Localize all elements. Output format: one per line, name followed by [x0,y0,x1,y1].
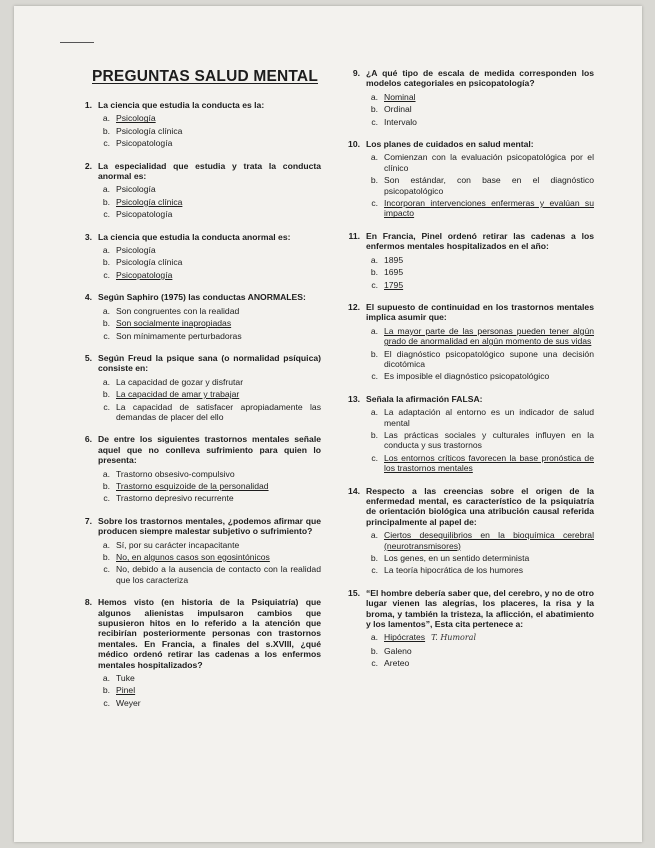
option-text: Trastorno obsesivo-compulsivo [116,468,235,479]
answer-option [98,257,321,267]
question-text: La ciencia que estudia la conducta anormal es: [98,231,291,242]
page-title: PREGUNTAS SALUD MENTAL [92,68,318,85]
question-9 [342,68,594,127]
option-text: La capacidad de satisfacer apropiadamente las demandas de placer del ello [116,401,321,422]
answer-option [366,565,594,575]
question-2 [74,161,321,220]
option-text: Psicopatología [116,138,173,149]
option-list [366,92,594,127]
question-text: La ciencia que estudia la conducta es la: [98,100,265,110]
answer-option [366,198,594,219]
question-14 [342,486,594,576]
option-text: Trastorno depresivo recurrente [116,493,234,504]
question-5 [74,353,321,422]
option-letter: a. [102,113,110,124]
right-column [342,68,594,681]
option-letter: a. [102,305,110,316]
option-text: Psicología [116,184,156,195]
question-4 [74,292,321,341]
answer-option [366,349,594,370]
question-stem [74,161,321,182]
question-stem [342,231,594,252]
option-letter: a. [370,530,378,541]
question-7 [74,516,321,585]
question-stem [342,68,594,89]
option-letter: b. [370,175,378,186]
option-text: No, debido a la ausencia de contacto con la realidad que los caracteriza [116,564,321,585]
question-stem [74,232,321,242]
option-text-underlined: Psicopatología [116,269,173,280]
question-text: Según Saphiro (1975) las conductas ANORMALES: [98,292,306,303]
right-question-list [342,68,594,669]
question-stem [74,597,321,670]
option-text-underlined: Psicología clínica [116,196,183,207]
option-letter: b. [370,104,378,115]
option-text-underlined: Ciertos desequilibrios en la bioquímica cerebral (neurotransmisores) [384,530,594,551]
answer-option [98,270,321,280]
option-letter: b. [370,348,378,359]
question-text: Sobre los trastornos mentales, ¿podemos afirmar que producen siempre malestar subjetivo o sufrimiento? [98,515,321,537]
option-text-underlined: La capacidad de amar y trabajar [116,389,240,400]
answer-option [98,209,321,219]
option-letter: c. [103,138,110,149]
question-number: 1. [84,100,92,110]
exam-sheet [14,6,642,842]
question-text: ¿A qué tipo de escala de medida corresponden los modelos categoriales en psicopatología? [366,68,594,89]
option-letter: a. [370,91,378,102]
option-letter: c. [371,452,378,463]
option-text: Weyer [116,697,141,708]
option-list [366,326,594,382]
question-number: 5. [84,352,92,363]
question-text: El supuesto de continuidad en los trastornos mentales implica asumir que: [366,301,594,323]
option-text-underlined: Incorporan intervenciones enfermeras y evalúan su impacto [384,198,594,219]
option-text: Psicopatología [116,209,173,220]
option-letter: b. [102,196,110,207]
option-text-underlined: Los entornos críticos favorecen la base pronóstica de los trastornos mentales [384,452,594,474]
option-letter: b. [102,480,110,491]
answer-option [366,553,594,563]
option-letter: a. [102,184,110,195]
answer-option [366,530,594,551]
option-text: La teoría hipocrática de los humores [384,565,524,576]
option-letter: a. [370,325,378,336]
option-text: Galeno [384,645,412,656]
option-letter: a. [370,152,378,163]
option-letter: a. [102,468,110,479]
option-text: Los genes, en un sentido determinista [384,553,530,564]
question-text: Hemos visto (en historia de la Psiquiatría) que algunos alienistas impulsaron cambios que supusieron hitos en lo referido a la atención que recibirían posteriormente personas con trastornos mentales. En Francia, a finales del s.XVIII, ¿qué médico ordenó retirar las cadenas a los enfermos mentales hospitalizados? [98,597,321,670]
question-number: 10. [348,139,360,150]
option-letter: b. [102,685,110,696]
answer-option [366,152,594,173]
option-letter: a. [370,407,378,418]
option-text: Son estándar, con base en el diagnóstico psicopatológico [384,175,594,196]
option-letter: c. [371,279,378,290]
answer-option [366,407,594,428]
question-text: Respecto a las creencias sobre el origen de la enfermedad mental, es característico de la psiquiatría de orientación biológica una atribución causal referida principalmente al papel de: [366,485,594,527]
answer-option [366,117,594,127]
option-list [98,673,321,708]
option-list [98,245,321,280]
option-text: Tuke [116,673,135,684]
option-letter: c. [371,371,378,382]
option-letter: c. [103,209,110,220]
option-list [98,306,321,341]
option-text: La adaptación al entorno es un indicador de salud mental [384,407,594,428]
option-text: Sí, por su carácter incapacitante [116,539,240,550]
answer-option [98,402,321,423]
answer-option [98,184,321,194]
option-letter: b. [370,429,378,440]
answer-option [366,453,594,474]
option-letter: a. [102,245,110,256]
answer-option [98,197,321,207]
option-text: Psicología clínica [116,125,183,136]
question-stem [74,434,321,465]
question-15 [342,588,594,669]
left-column [74,60,321,720]
option-letter: b. [102,552,110,562]
option-text-underlined: Nominal [384,91,416,102]
option-text: Psicología clínica [116,257,183,268]
question-number: 15. [348,587,360,598]
question-number: 12. [348,301,360,312]
option-letter: b. [102,257,110,268]
option-text: Intervalo [384,116,417,127]
option-text: Comienzan con la evaluación psicopatológica por el clínico [384,152,594,173]
scan-mark [60,42,94,43]
option-text: Son mínimamente perturbadoras [116,330,242,341]
question-13 [342,394,594,474]
option-text: 1695 [384,267,404,278]
option-letter: c. [103,493,110,504]
answer-option [366,371,594,381]
option-text-underlined: Psicología [116,113,156,124]
answer-option [98,481,321,491]
option-letter: c. [103,330,110,341]
option-text-underlined: La mayor parte de las personas pueden tener algún grado de anormalidad en algún momento de sus vidas [384,325,594,347]
question-text: La especialidad que estudia y trata la conducta anormal es: [98,160,321,182]
question-number: 2. [84,160,92,171]
answer-option [366,430,594,451]
option-letter: c. [103,564,110,575]
question-text: Los planes de cuidados en salud mental: [366,139,534,150]
question-text: En Francia, Pinel ordenó retirar las cadenas a los enfermos mentales hospitalizados en el año: [366,230,594,252]
question-stem [342,588,594,630]
option-text: Areteo [384,658,410,669]
option-text: Las prácticas sociales y culturales influyen en la conducta y sus trastornos [384,429,594,451]
option-text-underlined: Pinel [116,685,136,696]
question-number: 3. [84,231,92,242]
answer-option [98,126,321,136]
handwritten-note: T. Humoral [431,633,477,643]
option-list [98,377,321,423]
answer-option [98,469,321,479]
question-stem [74,100,321,110]
question-stem [74,353,321,374]
question-text: Señala la afirmación FALSA: [366,393,483,404]
answer-option [366,255,594,265]
question-12 [342,302,594,382]
question-stem [342,394,594,404]
question-text: De entre los siguientes trastornos mentales señale aquel que no conlleva sufrimiento para quien lo presenta: [98,434,321,466]
question-stem [74,292,321,302]
option-list [366,632,594,668]
option-text: Es imposible el diagnóstico psicopatológico [384,371,550,382]
option-list [98,113,321,148]
left-question-list [74,100,321,708]
answer-option [98,306,321,316]
option-letter: a. [102,376,110,387]
option-list [366,152,594,218]
option-list [366,530,594,576]
answer-option [366,280,594,290]
answer-option [366,326,594,347]
answer-option [98,331,321,341]
option-letter: c. [371,198,378,209]
option-letter: b. [370,553,378,564]
question-stem [342,486,594,528]
option-letter: b. [102,389,110,400]
answer-option [98,540,321,550]
option-list [98,184,321,219]
answer-option [366,175,594,196]
option-letter: a. [370,632,378,643]
option-letter: c. [371,565,378,576]
question-text: “El hombre debería saber que, del cerebro, y no de otro lugar vienen las alegrías, los placeres, la risa y la broma, y también la tristeza, la aflicción, el abatimiento y los lamentos”, Esta cita pertenece a: [366,587,594,630]
question-number: 14. [348,485,360,496]
answer-option [98,673,321,683]
option-letter: c. [103,401,110,412]
question-number: 4. [84,292,92,303]
option-text-underlined: 1795 [384,279,404,290]
answer-option [98,685,321,695]
option-letter: a. [102,539,110,550]
answer-option [98,552,321,562]
option-list [366,255,594,290]
option-list [366,407,594,473]
option-letter: a. [370,254,378,265]
answer-option [98,318,321,328]
option-letter: b. [102,318,110,329]
question-stem [74,516,321,537]
answer-option [98,377,321,387]
answer-option [366,104,594,114]
question-6 [74,434,321,503]
option-letter: a. [102,673,110,684]
question-number: 11. [348,230,360,241]
question-stem [342,139,594,149]
answer-option [98,493,321,503]
question-11 [342,231,594,290]
question-1 [74,100,321,149]
option-letter: c. [371,658,378,669]
question-text: Según Freud la psique sana (o normalidad psíquica) consiste en: [98,352,321,374]
option-text: Ordinal [384,104,412,115]
option-text: Son congruentes con la realidad [116,305,240,316]
question-stem [342,302,594,323]
option-text: 1895 [384,254,404,265]
option-letter: c. [103,697,110,708]
answer-option [98,698,321,708]
answer-option [366,267,594,277]
question-8 [74,597,321,708]
option-text-underlined: Trastorno esquizoide de la personalidad [116,480,269,491]
answer-option [98,113,321,123]
answer-option [98,564,321,585]
option-letter: c. [371,116,378,127]
option-list [98,469,321,504]
option-text: Psicología [116,245,156,256]
option-text-underlined: Son socialmente inapropiadas [116,318,232,329]
answer-option [366,632,594,643]
answer-option [98,389,321,399]
option-list [98,540,321,586]
option-text: La capacidad de gozar y disfrutar [116,376,244,387]
answer-option [366,92,594,102]
question-number: 13. [348,393,360,404]
question-number: 7. [84,515,92,526]
option-text-underlined: No, en algunos casos son egosintónicos [116,552,270,562]
answer-option [366,658,594,668]
option-text: El diagnóstico psicopatológico supone una decisión dicotómica [384,348,594,369]
option-text-underlined: Hipócrates T. Humoral [384,632,477,643]
question-10 [342,139,594,219]
option-letter: c. [103,269,110,280]
question-3 [74,232,321,281]
question-number: 9. [352,68,360,78]
option-letter: b. [370,267,378,278]
answer-option [98,138,321,148]
question-number: 6. [84,434,92,445]
question-number: 8. [84,597,92,608]
answer-option [366,646,594,656]
answer-option [98,245,321,255]
option-letter: b. [102,125,110,136]
option-letter: b. [370,645,378,656]
